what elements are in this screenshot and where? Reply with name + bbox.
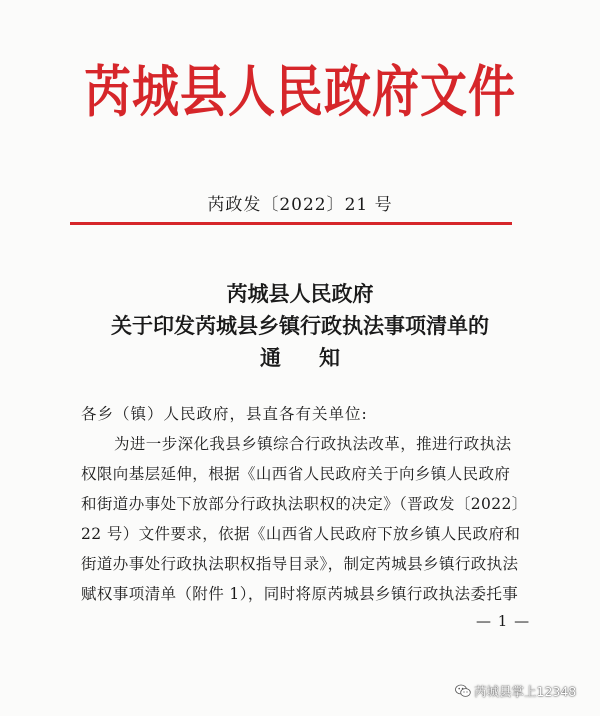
- document-number: 芮政发〔2022〕21 号: [207, 195, 393, 215]
- body-line: 权限向基层延伸，根据《山西省人民政府关于向乡镇人民政府: [81, 465, 511, 483]
- body-paragraph: [81, 429, 559, 609]
- page-number: — 1 —: [476, 612, 531, 630]
- notice-title-line-2: 关于印发芮城县乡镇行政执法事项清单的: [111, 313, 489, 338]
- red-divider-line: [70, 222, 512, 225]
- body-line: 赋权事项清单（附件 1），同时将原芮城县乡镇行政执法委托事: [81, 585, 519, 603]
- body-line: 和街道办事处下放部分行政执法职权的决定》（晋政发〔2022〕: [81, 495, 528, 513]
- notice-title: [0, 278, 600, 374]
- body-line: 为进一步深化我县乡镇综合行政执法改革，推进行政执法: [114, 435, 512, 453]
- wechat-icon: [455, 684, 471, 698]
- document-header-title: 芮城县人民政府文件: [84, 60, 516, 126]
- notice-title-line-1: 芮城县人民政府: [226, 281, 374, 306]
- body-line: 街道办事处行政执法职权指导目录》，制定芮城县乡镇行政执法: [81, 555, 519, 573]
- body-line: 22 号）文件要求，依据《山西省人民政府下放乡镇人民政府和: [81, 525, 521, 543]
- salutation: 各乡（镇）人民政府，县直各有关单位:: [81, 405, 368, 423]
- watermark-text: 芮城县掌上12348: [474, 684, 577, 699]
- notice-title-line-3: 通知: [260, 345, 378, 370]
- wechat-watermark: [455, 682, 576, 700]
